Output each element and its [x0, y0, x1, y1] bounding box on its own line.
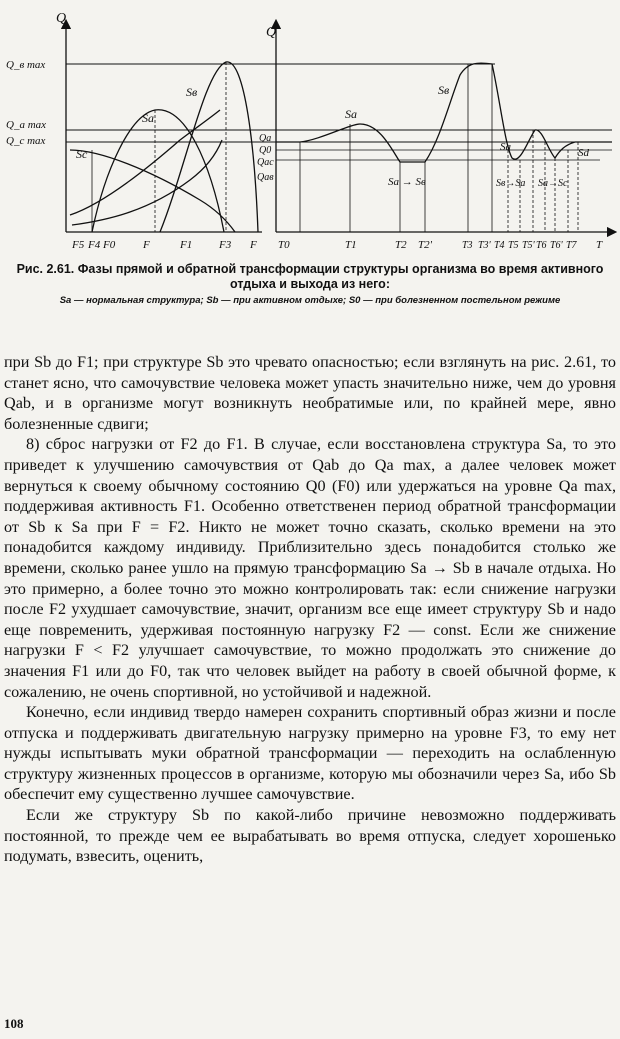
- left-xtick-5: F3: [219, 239, 232, 251]
- left-ytick-qa: Q_a max: [6, 119, 47, 131]
- left-curve-sb: Sв: [186, 85, 198, 99]
- right-curve-sa-sc: Sa→Sc: [538, 178, 568, 189]
- curve-right-main: [276, 63, 612, 162]
- right-xtick-6: T4: [494, 240, 505, 251]
- curve-sa-left: [92, 110, 224, 232]
- right-xtick-11: T7: [566, 240, 577, 251]
- right-xtick-4: T3: [462, 240, 473, 251]
- right-curve-sa-2: Sa: [500, 141, 511, 153]
- right-xtick-8: T5': [522, 240, 535, 251]
- paragraph: Конечно, если индивид твердо намерен сохранить спортивный образ жизни и после отпуска и поддерживать двигательную нагрузку примерно на уровне F3, то ему нет нужды испытывать муки обратной трансформации — переходить на ослабленную структуру жизненных процессов в организме, которую мы обозначили через Sa, ибо Sb обеспечит ему существенно лучшее самочувствие.: [4, 703, 616, 804]
- left-xtick-0: F5: [72, 239, 85, 251]
- right-y-label: Q: [266, 25, 277, 40]
- left-xtick-2: F0: [103, 239, 116, 251]
- left-xtick-3: F: [143, 239, 150, 251]
- figure-caption: [6, 262, 614, 307]
- right-curve-sa: Sa: [345, 107, 357, 121]
- phase-diagram: [0, 0, 620, 258]
- right-ytick-q0: Q0: [259, 145, 272, 156]
- right-ytick-qa: Qa: [259, 133, 272, 144]
- left-ytick-qb: Q_в max: [6, 59, 46, 71]
- caption-title: Рис. 2.61. Фазы прямой и обратной трансформации структуры организма во время активного отдыха и выхода из него:: [16, 262, 604, 291]
- right-curve-sa-sb: Sa → Sв: [388, 176, 426, 188]
- right-ytick-qac: Qac: [257, 157, 274, 168]
- paragraph: при Sb до F1; при структуре Sb это чревато опасностью; если взглянуть на рис. 2.61, то станет ясно, что самочувствие человека может упасть значительно ниже, чем до уровня Qab, и в организме могут возникнуть необратимые или, по крайней мере, явно болезненные сдвиги;: [4, 353, 616, 433]
- right-xtick-3: T2': [418, 239, 432, 251]
- left-curve-sa: Sa: [142, 111, 154, 125]
- left-ytick-qc: Q_c max: [6, 135, 46, 147]
- paragraph: 8) сброс нагрузки от F2 до F1. В случае, если восстановлена структура Sa, то это приведет к улучшению самочувствия от Qab до Qa max, а далее человек может вернуться к своему обычному состоянию Q0 (F0) или удержаться на уровне Qa max, поддерживая активность F1. Особенно ответственен период обратной трансформации от Sb к Sa при F = F2. Никто не может точно сказать, сколько времени на это понадобится каждому индивиду. Приблизительно здесь понадобится столько же времени, сколько ранее ушло на прямую трансформацию Sa → Sb в начале отдыха. Но это примерно, а более точно это можно контролировать так: если снижение нагрузки после F2 ухудшает самочувствие, значит, организм все еще имеет структуру Sb и надо еще повременить, удерживая постоянную нагрузку F2 — const. Если же снижение нагрузки F < F2 улучшает самочувствие, то можно продолжать это снижение до значения F1 или до F0, так что человек выйдет на работу в своей обычной форме, к сожалению, не очень спортивной, но устойчивой и надежной.: [4, 435, 616, 701]
- right-curve-sb-sa: Sв→Sa: [496, 178, 526, 189]
- left-xtick-1: F4: [88, 239, 101, 251]
- left-y-label: Q: [56, 11, 67, 26]
- right-xtick-5: T3': [478, 240, 491, 251]
- body-text: [4, 352, 616, 867]
- right-xtick-0: T0: [278, 239, 290, 251]
- left-xtick-4: F1: [180, 239, 193, 251]
- page-number: 108: [4, 1016, 24, 1031]
- caption-legend: Sa — нормальная структура; Sb — при активном отдыхе; S0 — при болезненном постельном режиме: [59, 295, 561, 306]
- right-xtick-1: T1: [345, 239, 357, 251]
- right-xtick-10: T6': [550, 240, 563, 251]
- right-curve-sd: Sd: [578, 147, 589, 159]
- right-xtick-9: T6: [536, 240, 547, 251]
- right-curve-sb: Sв: [438, 83, 450, 97]
- left-xtick-6: F: [250, 239, 257, 251]
- right-xtick-2: T2: [395, 239, 407, 251]
- paragraph: Если же структуру Sb по какой-либо причине невозможно поддерживать постоянной, то прежде чем ее вырабатывать во время отпуска, следует хорошенько подумать, взвесить, оценить,: [4, 806, 616, 866]
- right-ytick-qab: Qaв: [257, 172, 274, 183]
- right-xtick-12: T: [596, 239, 603, 251]
- left-curve-sc: Sc: [76, 147, 88, 161]
- right-xtick-7: T5: [508, 240, 519, 251]
